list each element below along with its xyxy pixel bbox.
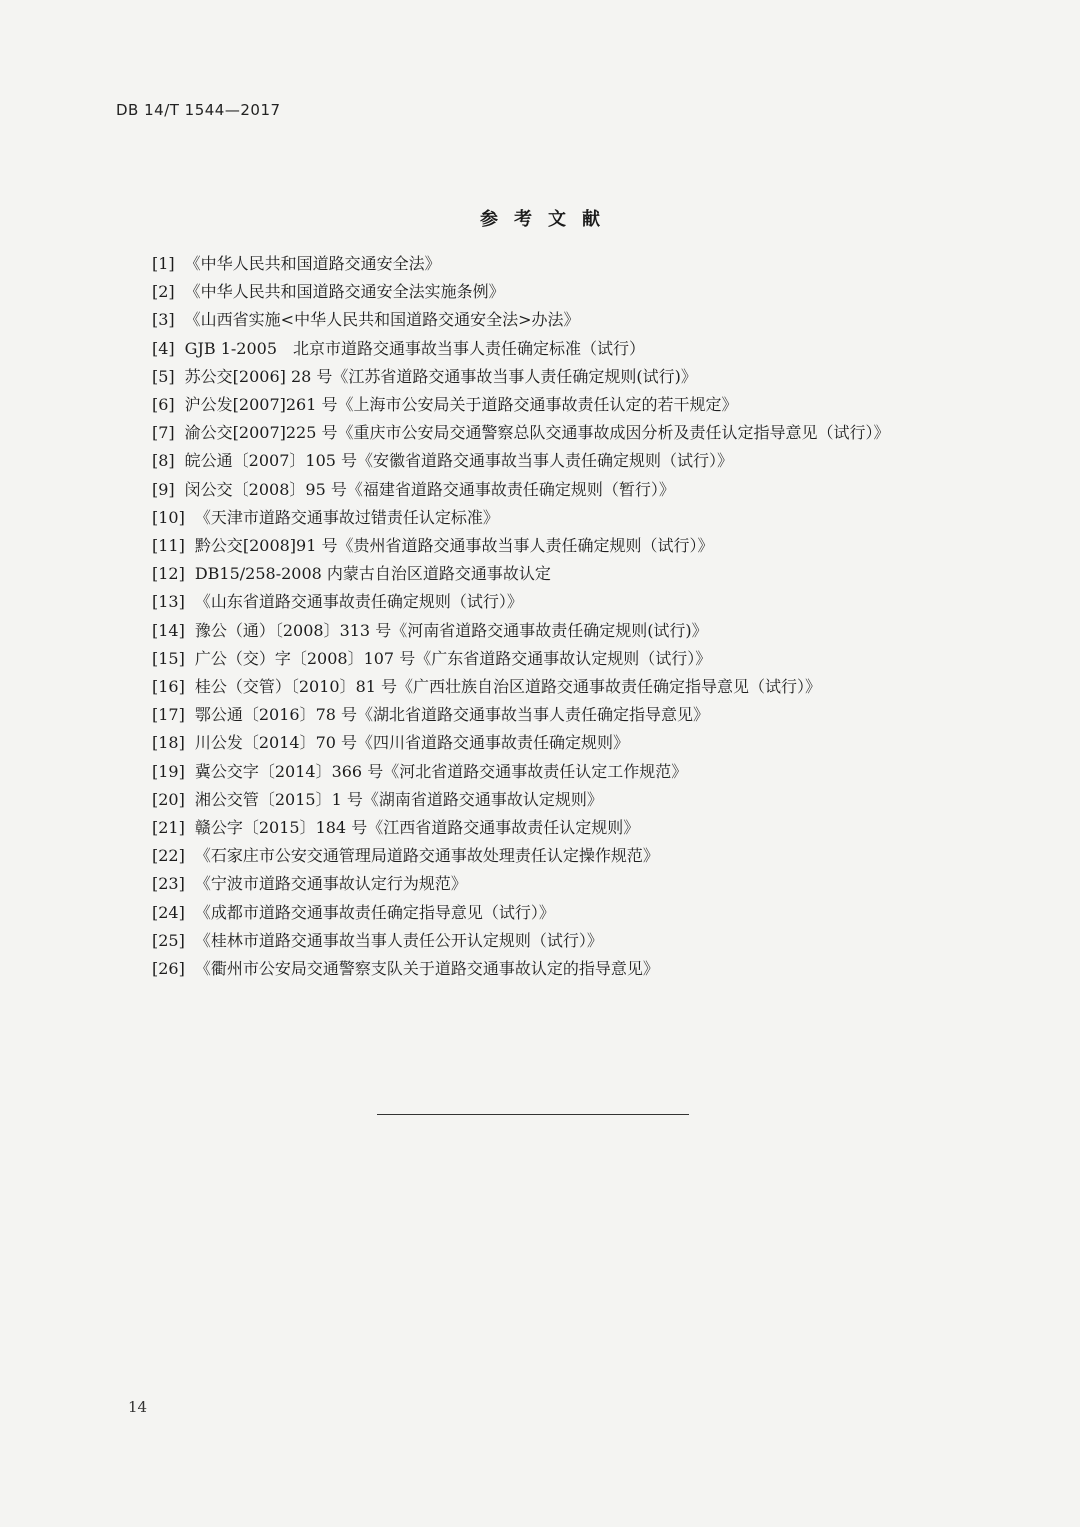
reference-number: [18]: [152, 733, 185, 753]
reference-number: [14]: [152, 620, 185, 640]
reference-text: 《中华人民共和国道路交通安全法》: [184, 254, 441, 273]
reference-text: 沪公发[2007]261 号《上海市公安局关于道路交通事故责任认定的若干规定》: [184, 395, 738, 415]
reference-text: 黔公交[2008]91 号《贵州省道路交通事故当事人责任确定规则（试行）》: [194, 536, 714, 556]
reference-text: 川公发〔2014〕70 号《四川省道路交通事故责任确定规则》: [194, 733, 630, 753]
reference-number: [5]: [152, 366, 175, 386]
reference-number: [3]: [152, 310, 175, 330]
reference-text: 鄂公通〔2016〕78 号《湖北省道路交通事故当事人责任确定指导意见》: [194, 705, 710, 725]
reference-number: [13]: [152, 592, 185, 612]
end-of-document-rule: [377, 1114, 689, 1115]
reference-item: [116, 842, 976, 870]
reference-number: [9]: [152, 479, 175, 499]
reference-item: [116, 532, 976, 560]
reference-text: 《天津市道路交通事故过错责任认定标准》: [194, 507, 499, 527]
reference-number: [8]: [152, 451, 175, 471]
reference-item: [116, 758, 976, 786]
reference-item: [116, 504, 976, 532]
reference-item: [116, 814, 976, 842]
reference-text: 《中华人民共和国道路交通安全法实施条例》: [184, 282, 505, 302]
reference-text: 广公（交）字〔2008〕107 号《广东省道路交通事故认定规则（试行）》: [194, 648, 712, 668]
reference-item: [116, 306, 976, 334]
reference-text: 渝公交[2007]225 号《重庆市公安局交通警察总队交通事故成因分析及责任认定指导意见（试行）》: [184, 423, 890, 443]
reference-item: [116, 645, 976, 673]
section-title: 参考文献: [480, 209, 616, 230]
reference-number: [26]: [152, 959, 185, 979]
reference-item: [116, 560, 976, 588]
reference-text: 《宁波市道路交通事故认定行为规范》: [194, 874, 467, 894]
reference-number: [19]: [152, 761, 185, 781]
reference-text: 苏公交[2006] 28 号《江苏省道路交通事故当事人责任确定规则(试行)》: [184, 366, 697, 386]
reference-item: [116, 335, 976, 363]
reference-text: 桂公（交管）〔2010〕81 号《广西壮族自治区道路交通事故责任确定指导意见（试行）》: [194, 677, 822, 697]
reference-number: [4]: [152, 338, 175, 358]
reference-item: [116, 447, 976, 475]
reference-item: [116, 391, 976, 419]
reference-text: 闵公交〔2008〕95 号《福建省道路交通事故责任确定规则（暂行）》: [184, 479, 675, 499]
reference-number: [10]: [152, 507, 185, 527]
reference-text: 《成都市道路交通事故责任确定指导意见（试行）》: [194, 902, 555, 922]
reference-text: 《衢州市公安局交通警察支队关于道路交通事故认定的指导意见》: [194, 959, 659, 979]
reference-item: [116, 955, 976, 983]
reference-text: GJB 1-2005 北京市道路交通事故当事人责任确定标准（试行）: [184, 338, 646, 358]
reference-item: [116, 617, 976, 645]
reference-number: [20]: [152, 789, 185, 809]
standard-code-header: DB 14/T 1544—2017: [116, 101, 281, 119]
reference-text: 《山西省实施<中华人民共和国道路交通安全法>办法》: [184, 310, 580, 330]
reference-number: [25]: [152, 930, 185, 950]
reference-item: [116, 899, 976, 927]
reference-item: [116, 419, 976, 447]
reference-number: [1]: [152, 254, 175, 273]
reference-item: [116, 250, 976, 278]
reference-number: [12]: [152, 564, 185, 584]
reference-text: 赣公字〔2015〕184 号《江西省道路交通事故责任认定规则》: [194, 818, 640, 838]
reference-number: [22]: [152, 846, 185, 866]
reference-number: [11]: [152, 536, 185, 556]
reference-list: [116, 250, 976, 983]
reference-text: 冀公交字〔2014〕366 号《河北省道路交通事故责任认定工作规范》: [194, 761, 688, 781]
reference-number: [16]: [152, 677, 185, 697]
reference-text: 《桂林市道路交通事故当事人责任公开认定规则（试行）》: [194, 930, 603, 950]
reference-number: [7]: [152, 423, 175, 443]
reference-text: 《石家庄市公安交通管理局道路交通事故处理责任认定操作规范》: [194, 846, 659, 866]
reference-number: [2]: [152, 282, 175, 302]
reference-text: 《山东省道路交通事故责任确定规则（试行）》: [194, 592, 523, 612]
reference-item: [116, 673, 976, 701]
reference-item: [116, 786, 976, 814]
reference-item: [116, 729, 976, 757]
reference-item: [116, 701, 976, 729]
reference-text: 豫公（通）〔2008〕313 号《河南省道路交通事故责任确定规则(试行)》: [194, 620, 708, 640]
reference-item: [116, 927, 976, 955]
reference-number: [23]: [152, 874, 185, 894]
reference-number: [17]: [152, 705, 185, 725]
reference-item: [116, 870, 976, 898]
reference-item: [116, 278, 976, 306]
reference-number: [6]: [152, 395, 175, 415]
reference-item: [116, 476, 976, 504]
reference-item: [116, 363, 976, 391]
reference-number: [24]: [152, 902, 185, 922]
reference-number: [21]: [152, 818, 185, 838]
reference-text: 湘公交管〔2015〕1 号《湖南省道路交通事故认定规则》: [194, 789, 603, 809]
page-number: 14: [128, 1398, 148, 1416]
reference-item: [116, 588, 976, 616]
reference-text: DB15/258-2008 内蒙古自治区道路交通事故认定: [194, 564, 551, 584]
reference-text: 皖公通〔2007〕105 号《安徽省道路交通事故当事人责任确定规则（试行）》: [184, 451, 734, 471]
reference-number: [15]: [152, 648, 185, 668]
